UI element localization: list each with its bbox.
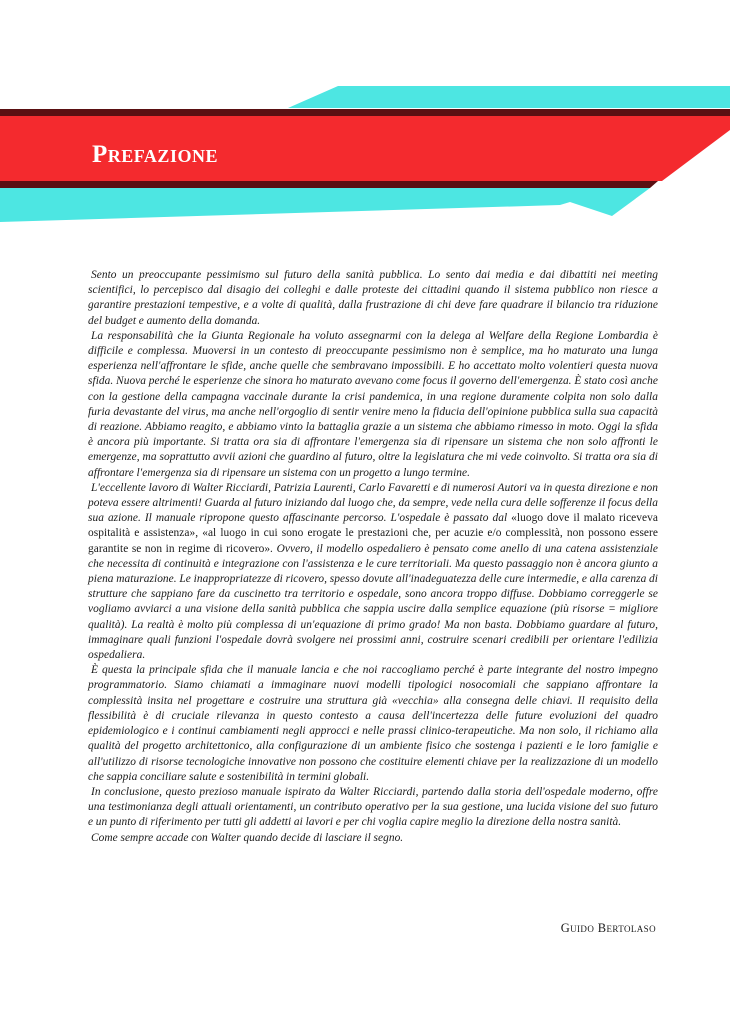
paragraph-3 xyxy=(88,481,658,663)
banner-maroon-bottom xyxy=(0,181,658,188)
paragraph-6: Come sempre accade con Walter quando decide di lasciare il segno. xyxy=(91,831,404,844)
paragraph-4: È questa la principale sfida che il manuale lancia e che noi raccogliamo perché è parte integrante del nostro impegno programmatorio. Siamo chiamati a immaginare nuovi modelli tipologici nosocomiali che sappiano affrontare la complessità insita nel progettare e costruire una struttura già «vecchia» alla consegna delle chiavi. Il requisito della flessibilità è di cruciale rilevanza in questo contesto a causa dell'incertezza delle future evoluzioni del quadro epidemiologico e i continui cambiamenti negli approcci e nelle prassi clinico-terapeutiche. Ma non solo, il richiamo alla qualità del progetto architettonico, alla configurazione di un ambiente fisico che sostenga i pazienti e le loro famiglie e all'utilizzo di risorse tecnologiche innovative non possono che costituire elementi chiave per la realizzazione di un modello che sappia conciliare salute e sostenibilità in termini globali. xyxy=(88,664,658,783)
preface-body xyxy=(88,268,658,846)
paragraph-3-part-c: . Ovvero, il modello ospedaliero è pensato come anello di una catena assistenziale che necessita di continuità e integrazione con l'assistenza e le cure territoriali. Ma questo passaggio non è ancora giunto a piena maturazione. Le inappropriatezze di ricovero, spesso dovute all'inadeguatezza delle cure intermedie, e alla carenza di strutture che sappiano fare da cuscinetto tra territorio e ospedale, sono ancora troppo diffuse. Dobbiamo correggerle se vogliamo avviarci a una visione della sanità pubblica che sappia uscire dalla semplice equazione (più risorse = migliore qualità). La realtà è molto più complessa di un'equazione di primo grado! Ma non basta. Dobbiamo guardare al futuro, immaginare quali funzioni l'ospedale dovrà svolgere nei prossimi anni, costruire scenari credibili per orientare l'edilizia ospedaliera. xyxy=(88,542,658,662)
author-signature: Guido Bertolaso xyxy=(560,921,656,935)
paragraph-3-part-a: L'eccellente lavoro di Walter Ricciardi, Patrizia Laurenti, Carlo Favaretti e di numerosi Autori va in questa direzione e non poteva essere altrimenti! Guarda al futuro iniziando dal luogo che, da sempre, vede nella cura delle sofferenze il focus della sua azione. Il manuale ripropone questo affascinante percorso. L'ospedale è passato dal xyxy=(88,481,658,525)
banner-cyan-bottom-lower xyxy=(0,202,570,222)
paragraph-2: La responsabilità che la Giunta Regionale ha voluto assegnarmi con la delega al Welfare della Regione Lombardia è difficile e complessa. Muoversi in un contesto di preoccupante pessimismo non è semplice, ma ho maturato una lunga esperienza nell'affrontare le sfide, anche quelle che sembravano impossibili. E ho accettato molto volentieri questa nuova sfida. Nuova perché le esperienze che sinora ho maturato avevano come focus il governo dell'emergenza. È stato così anche con la gestione della campagna vaccinale durante la crisi pandemica, in una regione duramente colpita non solo dalla furia devastante del virus, ma anche nell'orgoglio di sentir venire meno la fiducia dell'opinione pubblica sulla sua capacità di reazione. Abbiamo reagito, e abbiamo vinto la battaglia grazie a un sistema che abbiamo rimesso in moto. Oggi la sfida è ancora più importante. Si tratta ora sia di affrontare l'emergenza sia di ripensare un sistema che non solo affronti le emergenze, ma soprattutto avvii azioni che guardino al futuro, oltre la legislatura che mi vede coinvolto. Si tratta ora sia di affrontare l'emergenza sia di ripensare un sistema con un progetto a lungo termine. xyxy=(88,329,658,479)
banner-maroon-top xyxy=(0,109,730,116)
paragraph-1: Sento un preoccupante pessimismo sul futuro della sanità pubblica. Lo sento dai media e dai dibattiti nei meeting scientifici, lo percepisco dal disagio dei colleghi e dalle proteste dei cittadini quando il sistema pubblico non riesce a garantire prestazioni tempestive, e a volte di qualità, dalla frustrazione di chi deve fare quadrare il bilancio tra riduzione del budget e aumento della domanda. xyxy=(88,269,658,327)
banner-cyan-top xyxy=(0,86,730,108)
paragraph-5: In conclusione, questo prezioso manuale ispirato da Walter Ricciardi, partendo dalla storia dell'ospedale moderno, offre una testimonianza degli attuali orientamenti, un contributo operativo per la sua gestione, una lucida visione del suo futuro e un punto di riferimento per tutti gli addetti ai lavori e per chi voglia capire meglio la direzione della nostra sanità. xyxy=(88,785,658,829)
header-banner xyxy=(0,0,730,240)
page-title: Prefazione xyxy=(92,141,218,168)
paragraph-3-quote: «luogo dove il malato riceveva ospitalità e assistenza», «al luogo in cui sono erogate le prestazioni che, per acuzie e/o complessità, non possono essere garantite se non in regime di ricovero» xyxy=(88,512,658,555)
